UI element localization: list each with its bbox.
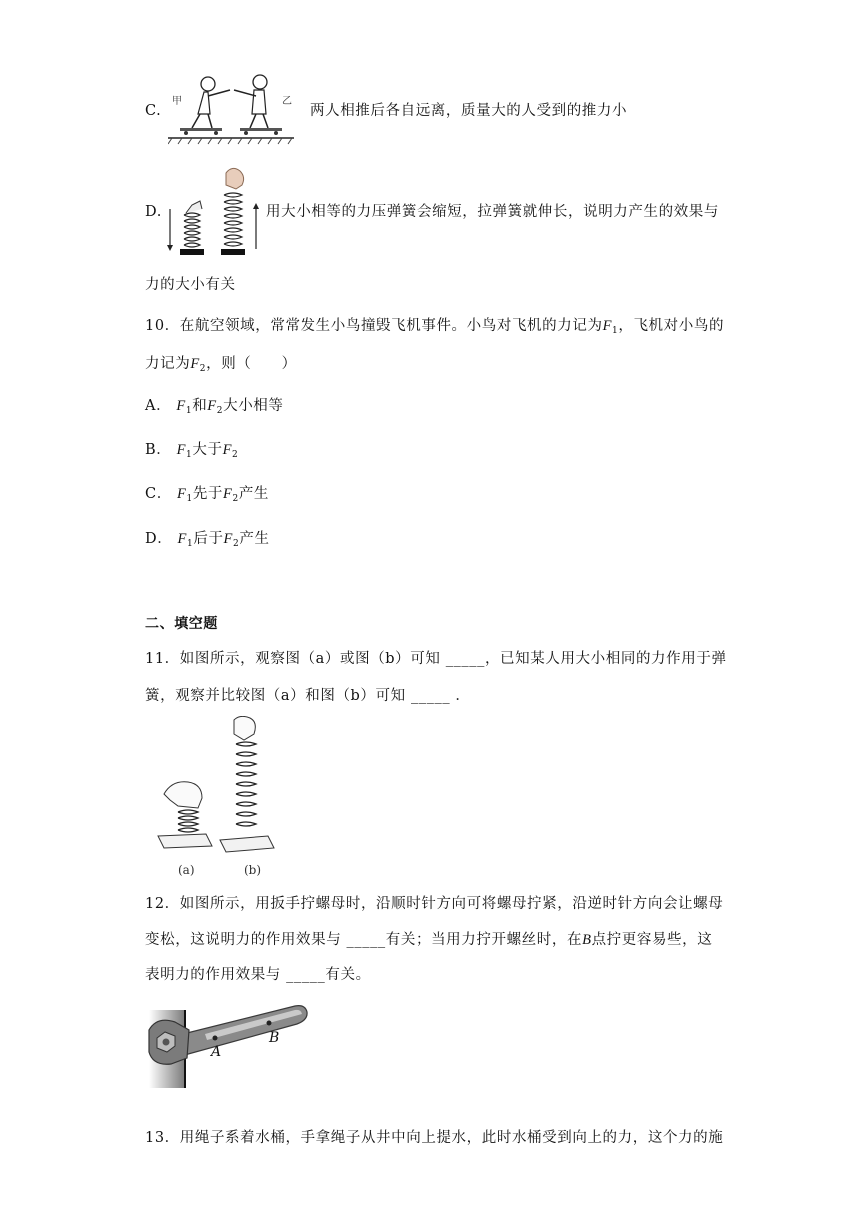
symbol-f: F (177, 486, 187, 502)
q12-text: 表明力的作用效果与 (145, 967, 281, 983)
option-text: 大于 (192, 442, 223, 458)
q11-line1 (145, 649, 727, 669)
spring-ab-figure (150, 716, 276, 882)
symbol-f: F (176, 398, 186, 414)
option-d-text-line2: 力的大小有关 (145, 277, 236, 293)
subscript: 2 (233, 539, 240, 549)
q12-line1: 12．如图所示，用扳手拧螺母时，沿顺时针方向可将螺母拧紧，沿逆时针方向会让螺母 (145, 896, 724, 912)
q10-option-a (145, 396, 284, 421)
symbol-f: F (223, 486, 233, 502)
answer-blank[interactable]: _____ (346, 932, 386, 948)
symbol-f: F (176, 442, 187, 458)
q12-text: 点拧更容易些，这 (591, 932, 713, 948)
symbol-f: F (223, 531, 234, 547)
q12-text: 有关；当用力拧开螺丝时，在 (385, 932, 583, 948)
symbol-f: F (177, 531, 188, 547)
q11-text: 11．如图所示，观察图（a）或图（b）可知 (145, 651, 441, 667)
q11-text: 簧，观察并比较图（a）和图（b）可知 (145, 688, 406, 704)
spring-compress-stretch-figure (164, 165, 262, 263)
q10-stem-line2 (145, 354, 297, 379)
fig-label-a: (a) (178, 863, 195, 877)
option-label: A． (145, 398, 172, 414)
symbol-f: F (602, 318, 613, 334)
q12-text: 有关。 (325, 967, 371, 983)
q10-stem-text: 力记为 (145, 356, 191, 372)
fig-label-b: (b) (244, 863, 262, 877)
q11-text: ． (455, 688, 471, 704)
q10-option-d (145, 529, 270, 554)
option-d-label: D. (145, 204, 162, 220)
option-label: B． (145, 442, 172, 458)
section-title: 二、填空题 (145, 616, 218, 632)
q10-stem-text: ，则（ ） (206, 356, 297, 372)
subscript: 1 (185, 406, 193, 416)
wrench-figure (145, 1002, 309, 1090)
subscript: 2 (199, 364, 207, 374)
answer-blank[interactable]: _____ (445, 651, 485, 667)
answer-blank[interactable]: _____ (286, 967, 326, 983)
pushing-people-figure (168, 70, 296, 146)
figure-tag-jia: 甲 (172, 96, 182, 107)
subscript: 1 (186, 494, 193, 504)
symbol-f: F (222, 442, 233, 458)
option-d-text-line1: 用大小相等的力压弹簧会缩短，拉弹簧就伸长，说明力产生的效果与 (266, 204, 719, 220)
q10-stem-text: 10．在航空领域，常常发生小鸟撞毁飞机事件。小鸟对飞机的力记为 (145, 318, 603, 334)
symbol-f: F (207, 398, 217, 414)
option-text: 产生 (239, 531, 270, 547)
q12-line2 (145, 930, 712, 950)
symbol-f: F (190, 356, 200, 372)
subscript: 1 (186, 450, 193, 460)
q10-stem-line1 (145, 316, 724, 341)
subscript: 2 (232, 494, 239, 504)
subscript: 2 (232, 450, 239, 460)
q10-option-c (145, 484, 269, 509)
q13-line1: 13．用绳子系着水桶，手拿绳子从井中向上提水，此时水桶受到向上的力，这个力的施 (145, 1130, 724, 1146)
q11-text: ，已知某人用大小相同的力作用于弹 (484, 651, 727, 667)
subscript: 1 (187, 539, 194, 549)
point-b-label: B (269, 1030, 280, 1046)
q12-text: 变松，这说明力的作用效果与 (145, 932, 342, 948)
option-label: D． (145, 531, 173, 547)
option-c-label: C. (145, 103, 162, 119)
q12-line3 (145, 965, 371, 985)
answer-blank[interactable]: _____ (410, 688, 451, 704)
option-text: 和 (192, 398, 208, 414)
option-text: 先于 (192, 486, 224, 502)
figure-tag-yi: 乙 (282, 96, 292, 107)
point-b-symbol: B (582, 932, 592, 948)
q11-line2 (145, 686, 471, 706)
q10-stem-text: ，飞机对小鸟的 (618, 318, 725, 334)
subscript: 1 (612, 326, 619, 336)
option-text: 后于 (193, 531, 224, 547)
subscript: 2 (216, 406, 224, 416)
option-label: C． (145, 486, 172, 502)
q10-option-b (145, 440, 238, 465)
point-a-label: A (211, 1044, 222, 1060)
option-c-text: 两人相推后各自远离，质量大的人受到的推力小 (310, 103, 628, 119)
option-text: 产生 (238, 486, 270, 502)
option-text: 大小相等 (223, 398, 284, 414)
